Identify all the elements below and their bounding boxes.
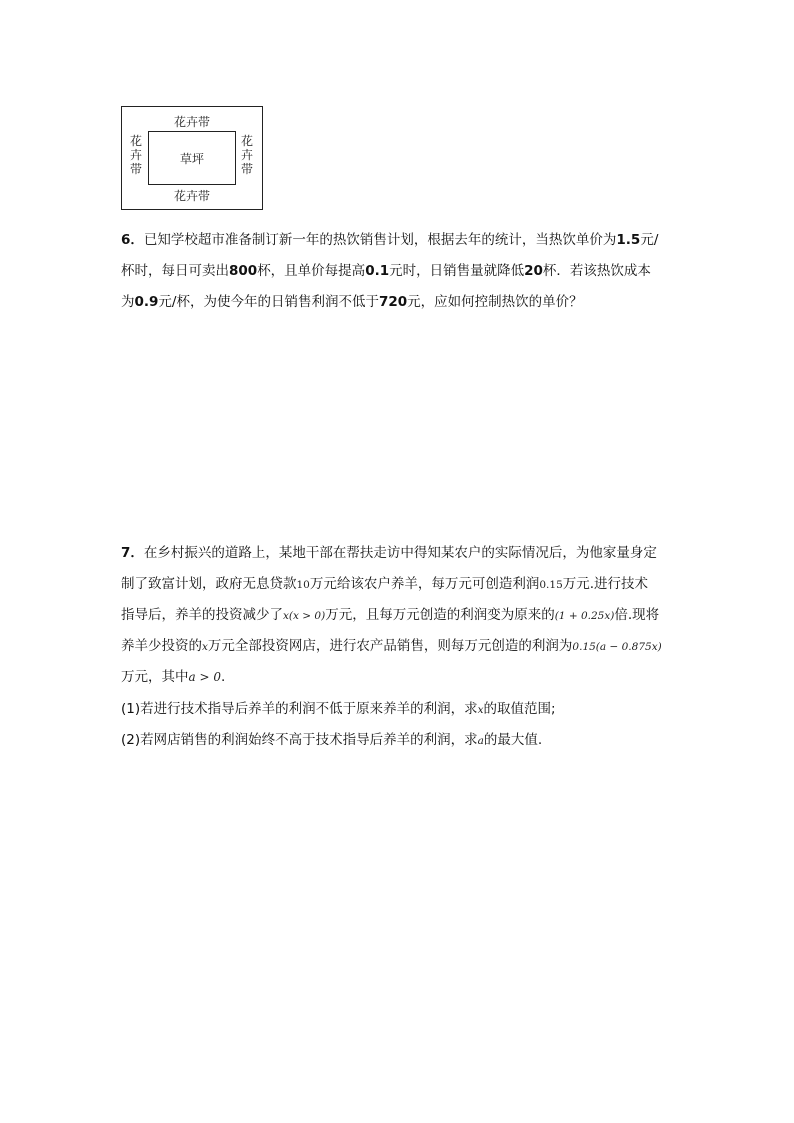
problem7-line3: 指导后，养羊的投资减少了x(x > 0)万元，且每万元创造的利润变为原来的(1 + 0.25x)倍.现将 [121, 607, 660, 623]
bottom-label: 花卉带 [173, 189, 210, 203]
left-label: 花 卉 带 [129, 134, 142, 176]
center-label: 草坪 [179, 152, 204, 166]
problem6-line1: 6．已知学校超市准备制订新一年的热饮销售计划，根据去年的统计，当热饮单价为1.5元/ [121, 232, 659, 248]
problem6-line3: 为0.9元/杯，为使今年的日销售利润不低于720元，应如何控制热饮的单价？ [121, 294, 583, 310]
problem7-question1: (1)若进行技术指导后养羊的利润不低于原来养羊的利润，求x的取值范围; [121, 701, 556, 717]
problem7-line5: 万元，其中a > 0. [121, 669, 226, 685]
problem6-number: 6． [121, 232, 144, 248]
problem6-line2: 杯时，每日可卖出800杯，且单价每提高0.1元时，日销售量就降低20杯．若该热饮成本 [121, 263, 651, 279]
right-label: 花 卉 带 [240, 134, 253, 176]
problem7-question2: (2)若网店销售的利润始终不高于技术指导后养羊的利润，求a的最大值. [121, 732, 543, 748]
top-label: 花卉带 [173, 115, 210, 129]
problem7-line4: 养羊少投资的x万元全部投资网店，进行农产品销售，则每万元创造的利润为0.15(a − 0.875x) [121, 638, 662, 654]
problem7-number: 7． [121, 545, 144, 561]
garden-diagram [121, 106, 263, 210]
problem7-line2: 制了致富计划，政府无息贷款10万元给该农户养羊，每万元可创造利润0.15万元.进行技术 [121, 576, 649, 592]
problem7-line1: 7．在乡村振兴的道路上，某地干部在帮扶走访中得知某农户的实际情况后，为他家量身定 [121, 545, 657, 561]
